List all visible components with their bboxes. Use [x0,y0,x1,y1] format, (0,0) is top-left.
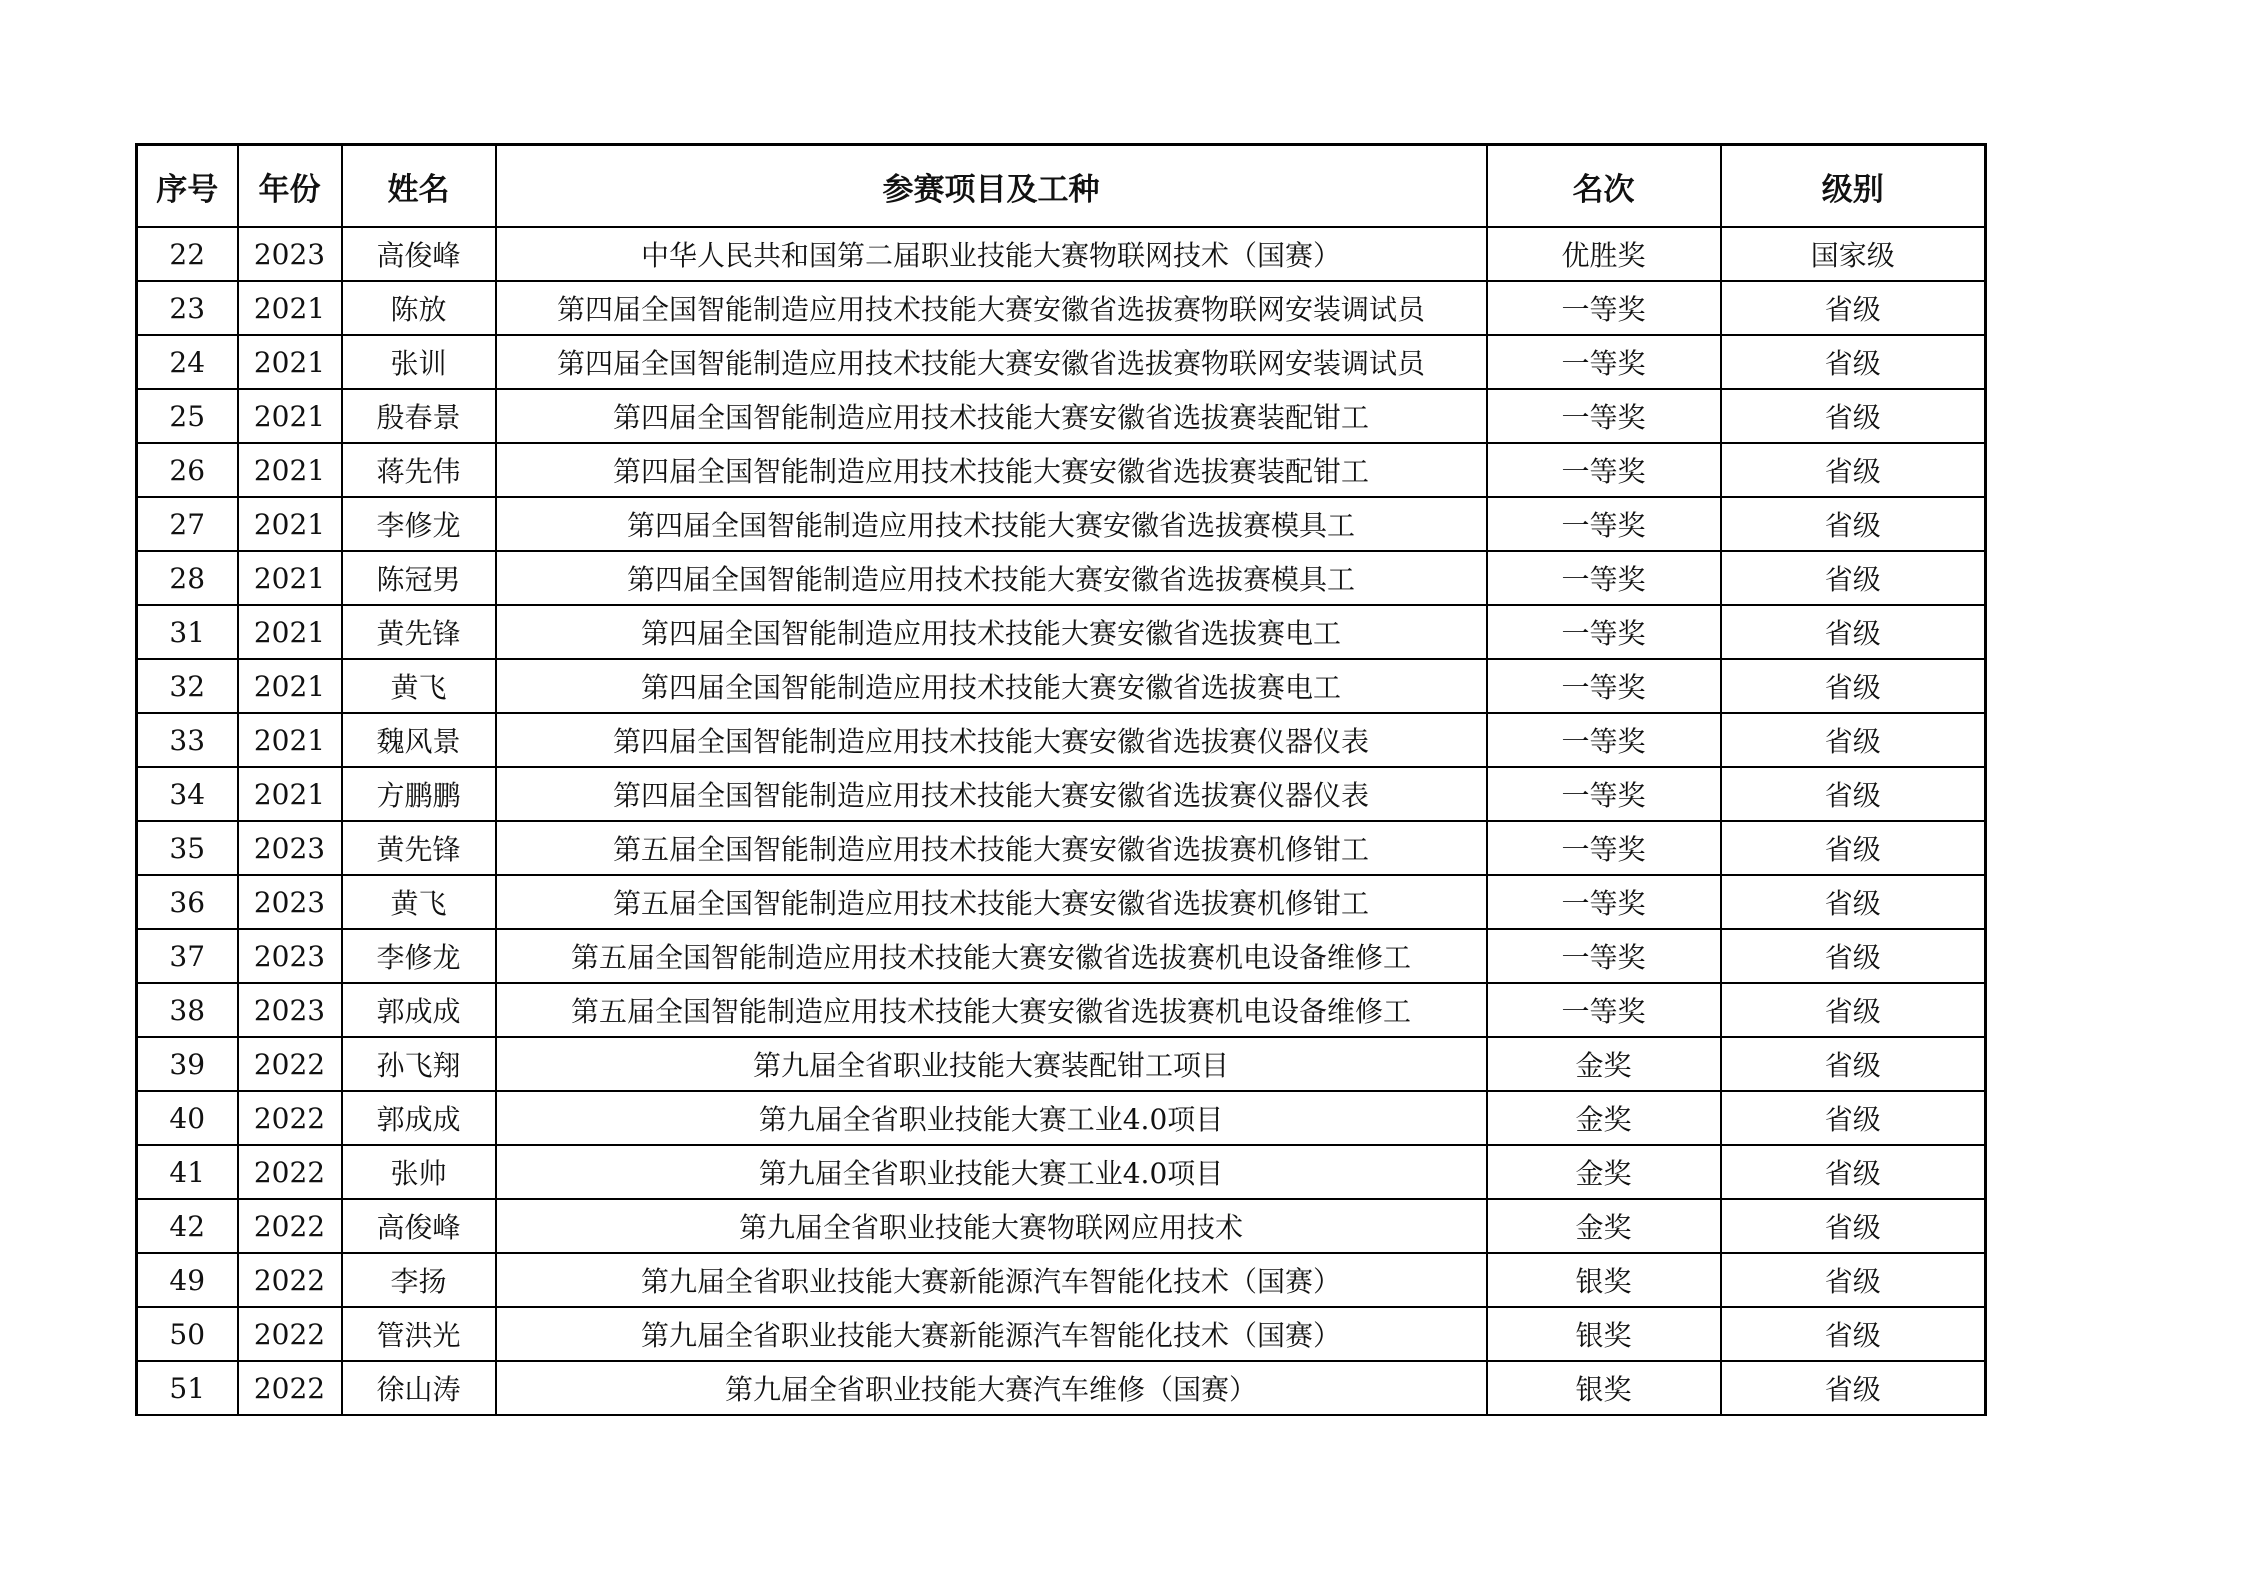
cell-event: 第四届全国智能制造应用技术技能大赛安徽省选拔赛电工 [496,605,1487,659]
table-row [137,281,1986,335]
cell-level: 省级 [1721,551,1986,605]
cell-event: 第四届全国智能制造应用技术技能大赛安徽省选拔赛仪器仪表 [496,713,1487,767]
table-row [137,1199,1986,1253]
table-row [137,713,1986,767]
cell-level: 省级 [1721,443,1986,497]
cell-year: 2022 [238,1091,342,1145]
cell-seq: 41 [137,1145,238,1199]
cell-level: 省级 [1721,605,1986,659]
cell-event: 第四届全国智能制造应用技术技能大赛安徽省选拔赛模具工 [496,551,1487,605]
cell-seq: 32 [137,659,238,713]
cell-level: 省级 [1721,335,1986,389]
cell-rank: 一等奖 [1487,389,1721,443]
cell-event: 第五届全国智能制造应用技术技能大赛安徽省选拔赛机电设备维修工 [496,929,1487,983]
table-row [137,443,1986,497]
cell-year: 2021 [238,335,342,389]
cell-level: 省级 [1721,767,1986,821]
cell-seq: 33 [137,713,238,767]
table-row [137,929,1986,983]
table-row [137,659,1986,713]
cell-name: 蒋先伟 [342,443,496,497]
table-row [137,227,1986,281]
cell-name: 李修龙 [342,929,496,983]
cell-name: 黄飞 [342,659,496,713]
header-name: 姓名 [342,145,496,228]
cell-event: 第四届全国智能制造应用技术技能大赛安徽省选拔赛仪器仪表 [496,767,1487,821]
cell-year: 2023 [238,227,342,281]
cell-level: 省级 [1721,1253,1986,1307]
cell-level: 省级 [1721,983,1986,1037]
cell-level: 国家级 [1721,227,1986,281]
table-row [137,821,1986,875]
cell-year: 2021 [238,281,342,335]
cell-name: 管洪光 [342,1307,496,1361]
table-row [137,875,1986,929]
cell-event: 中华人民共和国第二届职业技能大赛物联网技术（国赛） [496,227,1487,281]
cell-seq: 42 [137,1199,238,1253]
cell-seq: 51 [137,1361,238,1415]
cell-name: 黄飞 [342,875,496,929]
cell-seq: 36 [137,875,238,929]
cell-rank: 一等奖 [1487,767,1721,821]
cell-event: 第五届全国智能制造应用技术技能大赛安徽省选拔赛机修钳工 [496,875,1487,929]
document-page [135,143,1987,1416]
cell-year: 2021 [238,605,342,659]
cell-rank: 一等奖 [1487,929,1721,983]
cell-event: 第四届全国智能制造应用技术技能大赛安徽省选拔赛电工 [496,659,1487,713]
cell-event: 第九届全省职业技能大赛工业4.0项目 [496,1145,1487,1199]
cell-name: 方鹏鹏 [342,767,496,821]
cell-rank: 金奖 [1487,1091,1721,1145]
cell-name: 郭成成 [342,1091,496,1145]
cell-level: 省级 [1721,389,1986,443]
cell-year: 2022 [238,1037,342,1091]
cell-name: 魏风景 [342,713,496,767]
cell-seq: 49 [137,1253,238,1307]
cell-name: 孙飞翔 [342,1037,496,1091]
cell-level: 省级 [1721,929,1986,983]
header-seq: 序号 [137,145,238,228]
table-header [137,145,1986,228]
cell-seq: 25 [137,389,238,443]
cell-name: 张帅 [342,1145,496,1199]
cell-seq: 40 [137,1091,238,1145]
cell-rank: 一等奖 [1487,875,1721,929]
header-event: 参赛项目及工种 [496,145,1487,228]
cell-year: 2022 [238,1361,342,1415]
cell-event: 第四届全国智能制造应用技术技能大赛安徽省选拔赛模具工 [496,497,1487,551]
cell-event: 第五届全国智能制造应用技术技能大赛安徽省选拔赛机电设备维修工 [496,983,1487,1037]
cell-level: 省级 [1721,875,1986,929]
cell-seq: 34 [137,767,238,821]
cell-year: 2021 [238,497,342,551]
cell-rank: 优胜奖 [1487,227,1721,281]
cell-rank: 一等奖 [1487,659,1721,713]
cell-rank: 银奖 [1487,1253,1721,1307]
cell-seq: 37 [137,929,238,983]
cell-name: 陈冠男 [342,551,496,605]
cell-seq: 23 [137,281,238,335]
table-row [137,605,1986,659]
cell-seq: 24 [137,335,238,389]
cell-name: 徐山涛 [342,1361,496,1415]
cell-rank: 一等奖 [1487,281,1721,335]
cell-event: 第四届全国智能制造应用技术技能大赛安徽省选拔赛物联网安装调试员 [496,335,1487,389]
cell-rank: 一等奖 [1487,713,1721,767]
cell-year: 2021 [238,443,342,497]
cell-seq: 50 [137,1307,238,1361]
cell-event: 第九届全省职业技能大赛物联网应用技术 [496,1199,1487,1253]
cell-event: 第九届全省职业技能大赛新能源汽车智能化技术（国赛） [496,1307,1487,1361]
header-row [137,145,1986,228]
cell-level: 省级 [1721,1037,1986,1091]
cell-event: 第四届全国智能制造应用技术技能大赛安徽省选拔赛装配钳工 [496,389,1487,443]
table-row [137,1253,1986,1307]
cell-level: 省级 [1721,1091,1986,1145]
cell-name: 高俊峰 [342,227,496,281]
cell-year: 2021 [238,767,342,821]
cell-seq: 27 [137,497,238,551]
cell-level: 省级 [1721,1307,1986,1361]
cell-year: 2021 [238,389,342,443]
cell-year: 2022 [238,1307,342,1361]
cell-seq: 39 [137,1037,238,1091]
table-row [137,551,1986,605]
cell-name: 黄先锋 [342,605,496,659]
cell-year: 2021 [238,659,342,713]
cell-rank: 一等奖 [1487,443,1721,497]
awards-table [135,143,1987,1416]
cell-year: 2021 [238,713,342,767]
table-row [137,335,1986,389]
cell-level: 省级 [1721,1361,1986,1415]
cell-event: 第九届全省职业技能大赛工业4.0项目 [496,1091,1487,1145]
cell-name: 李修龙 [342,497,496,551]
cell-name: 陈放 [342,281,496,335]
cell-event: 第九届全省职业技能大赛装配钳工项目 [496,1037,1487,1091]
cell-level: 省级 [1721,659,1986,713]
cell-name: 高俊峰 [342,1199,496,1253]
cell-level: 省级 [1721,1145,1986,1199]
cell-event: 第九届全省职业技能大赛汽车维修（国赛） [496,1361,1487,1415]
cell-level: 省级 [1721,281,1986,335]
cell-year: 2022 [238,1253,342,1307]
cell-rank: 一等奖 [1487,983,1721,1037]
cell-name: 殷春景 [342,389,496,443]
cell-level: 省级 [1721,1199,1986,1253]
cell-event: 第四届全国智能制造应用技术技能大赛安徽省选拔赛装配钳工 [496,443,1487,497]
cell-seq: 35 [137,821,238,875]
cell-level: 省级 [1721,497,1986,551]
cell-year: 2023 [238,821,342,875]
cell-year: 2022 [238,1199,342,1253]
table-row [137,767,1986,821]
table-row [137,389,1986,443]
cell-level: 省级 [1721,821,1986,875]
cell-name: 郭成成 [342,983,496,1037]
header-level: 级别 [1721,145,1986,228]
cell-rank: 一等奖 [1487,497,1721,551]
cell-seq: 26 [137,443,238,497]
cell-rank: 一等奖 [1487,551,1721,605]
cell-rank: 金奖 [1487,1199,1721,1253]
table-row [137,1091,1986,1145]
cell-rank: 金奖 [1487,1037,1721,1091]
header-rank: 名次 [1487,145,1721,228]
cell-year: 2023 [238,983,342,1037]
cell-rank: 银奖 [1487,1307,1721,1361]
cell-name: 张训 [342,335,496,389]
cell-seq: 31 [137,605,238,659]
table-row [137,983,1986,1037]
cell-rank: 一等奖 [1487,335,1721,389]
cell-year: 2022 [238,1145,342,1199]
cell-year: 2021 [238,551,342,605]
cell-rank: 银奖 [1487,1361,1721,1415]
cell-event: 第九届全省职业技能大赛新能源汽车智能化技术（国赛） [496,1253,1487,1307]
table-row [137,1307,1986,1361]
cell-rank: 金奖 [1487,1145,1721,1199]
cell-year: 2023 [238,875,342,929]
cell-event: 第五届全国智能制造应用技术技能大赛安徽省选拔赛机修钳工 [496,821,1487,875]
table-row [137,1145,1986,1199]
cell-rank: 一等奖 [1487,821,1721,875]
cell-seq: 22 [137,227,238,281]
cell-year: 2023 [238,929,342,983]
table-row [137,497,1986,551]
cell-seq: 28 [137,551,238,605]
table-body [137,227,1986,1415]
cell-seq: 38 [137,983,238,1037]
table-row [137,1037,1986,1091]
cell-rank: 一等奖 [1487,605,1721,659]
header-year: 年份 [238,145,342,228]
table-row [137,1361,1986,1415]
cell-name: 黄先锋 [342,821,496,875]
cell-level: 省级 [1721,713,1986,767]
cell-name: 李扬 [342,1253,496,1307]
cell-event: 第四届全国智能制造应用技术技能大赛安徽省选拔赛物联网安装调试员 [496,281,1487,335]
